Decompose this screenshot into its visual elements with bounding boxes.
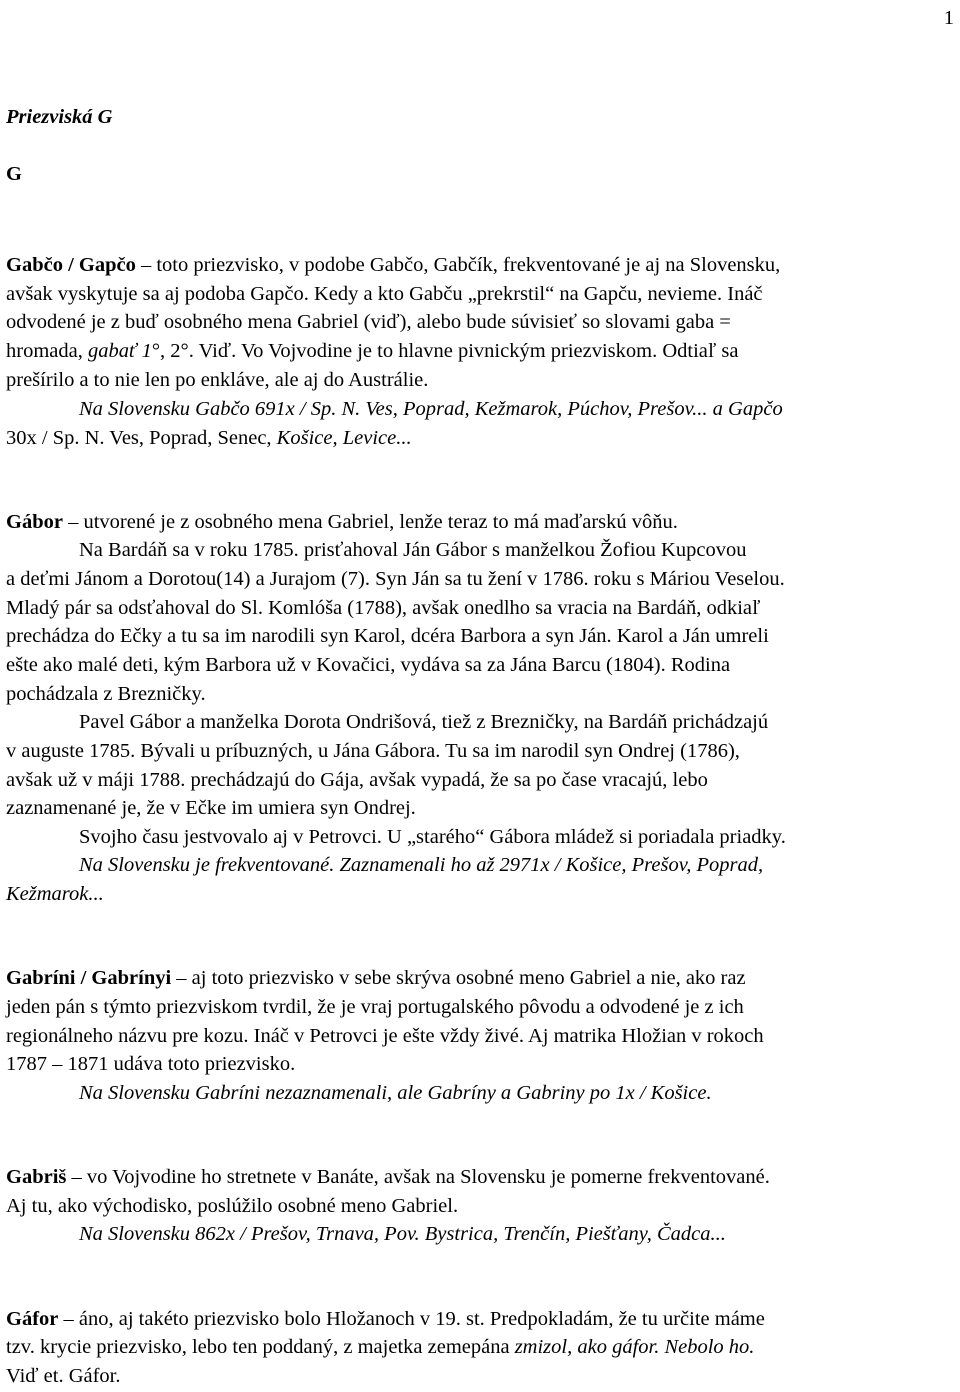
entry-line — [79, 1220, 726, 1249]
body-text: avšak už v máji 1788. prechádzajú do Gája, avšak vypadá, že sa po čase vracajú, lebo — [6, 769, 708, 791]
italic-text: Na Slovensku Gabríni nezaznamenali, ale Gabríny a Gabriny po 1x / Košice. — [79, 1082, 712, 1104]
body-text: 30x / Sp. N. Ves, Poprad, Senec, — [6, 427, 277, 449]
body-text: pochádzala z Brezničky. — [6, 683, 206, 705]
body-text: – aj toto priezvisko v sebe skrýva osobné meno Gabriel a nie, ako raz — [171, 967, 746, 989]
surname-heading: Gáfor — [6, 1308, 59, 1330]
body-text: – utvorené je z osobného mena Gabriel, lenže teraz to má maďarskú vôňu. — [62, 511, 678, 533]
entry-line — [6, 251, 780, 280]
entry-line — [6, 651, 730, 680]
entry-line — [6, 337, 738, 366]
entry-line — [6, 993, 744, 1022]
body-text: prechádza do Ečky a tu sa im narodili syn Karol, dcéra Barbora a syn Ján. Karol a Ján umreli — [6, 625, 769, 647]
italic-text: Na Slovensku 862x / Prešov, Trnava, Pov. Bystrica, Trenčín, Piešťany, Čadca... — [79, 1223, 726, 1245]
entry-line — [79, 1079, 712, 1108]
body-text: 1787 – 1871 udáva toto priezvisko. — [6, 1053, 296, 1075]
entry-line — [6, 794, 416, 823]
body-text: zaznamenané je, že v Ečke im umiera syn Ondrej. — [6, 797, 416, 819]
entry-line — [6, 366, 428, 395]
entry-line — [6, 737, 740, 766]
entry-line — [6, 1022, 764, 1051]
entry-line — [6, 880, 104, 909]
body-text: ešte ako malé deti, kým Barbora už v Kovačici, vydáva sa za Jána Barcu (1804). Rodina — [6, 654, 731, 676]
body-text: Na Bardáň sa v roku 1785. prisťahoval Ján Gábor s manželkou Žofiou Kupcovou — [79, 539, 747, 561]
body-text: °, 2°. Viď. Vo Vojvodine je to hlavne pivnickým priezviskom. Odtiaľ sa — [151, 340, 739, 362]
body-text: regionálneho názvu pre kozu. Ináč v Petrovci je ešte vždy živé. Aj matrika Hložian v rokoch — [6, 1025, 764, 1047]
entry-line — [6, 1050, 295, 1079]
italic-text: Na Slovensku je frekventované. Zaznamenali ho až 2971x / Košice, Prešov, Poprad, — [79, 854, 764, 876]
entry-line — [6, 1192, 458, 1221]
body-text: Pavel Gábor a manželka Dorota Ondrišová, tiež z Brezničky, na Bardáň prichádzajú — [79, 711, 769, 733]
entry-line — [6, 680, 206, 709]
italic-text: Kežmarok... — [6, 883, 104, 905]
italic-text: zmizol, ako gáfor. Nebolo ho. — [514, 1336, 755, 1358]
body-text: avšak vyskytuje sa aj podoba Gapčo. Kedy a kto Gabču „prekrstil“ na Gapču, nevieme. Ináč — [6, 283, 763, 305]
surname-heading: Gabriš — [6, 1166, 67, 1188]
surname-heading: Gábor — [6, 511, 63, 533]
page-number: 1 — [943, 7, 954, 29]
body-text: odvodené je z buď osobného mena Gabriel (viď), alebo bude súvisieť so slovami gaba = — [6, 311, 731, 333]
entry-line — [6, 1163, 770, 1192]
surname-heading: Gabčo / Gapčo — [6, 254, 136, 276]
body-text: v auguste 1785. Bývali u príbuzných, u Jána Gábora. Tu sa im narodil syn Ondrej (1786), — [6, 740, 740, 762]
entry-line — [6, 565, 785, 594]
body-text: – vo Vojvodine ho stretnete v Banáte, avšak na Slovensku je pomerne frekventované. — [66, 1166, 770, 1188]
entry-line — [6, 964, 746, 993]
italic-text: gabať 1 — [87, 340, 152, 362]
entry-line — [6, 1333, 754, 1362]
entry-line — [6, 508, 678, 537]
body-text: hromada, — [6, 340, 88, 362]
entry-line — [6, 594, 760, 623]
body-text: a deťmi Jánom a Dorotou(14) a Jurajom (7). Syn Ján sa tu žení v 1786. roku s Máriou Veselou. — [6, 568, 785, 590]
body-text: Viď et. Gáfor. — [6, 1365, 121, 1387]
entry-line — [6, 424, 412, 453]
body-text: Aj tu, ako východisko, poslúžilo osobné meno Gabriel. — [6, 1195, 459, 1217]
entry-line — [6, 308, 731, 337]
italic-text: Na Slovensku Gabčo 691x / Sp. N. Ves, Poprad, Kežmarok, Púchov, Prešov... a Gapčo — [79, 398, 783, 420]
body-text: Svojho času jestvovalo aj v Petrovci. U „starého“ Gábora mládež si poriadala priadky. — [79, 826, 786, 848]
entry-line — [6, 280, 763, 309]
entry-line — [6, 1362, 121, 1391]
body-text: Mladý pár sa odsťahoval do Sl. Komlóša (1788), avšak onedlho sa vracia na Bardáň, odkiaľ — [6, 597, 761, 619]
section-letter: G — [6, 163, 22, 185]
body-text: jeden pán s týmto priezviskom tvrdil, že je vraj portugalského pôvodu a odvodené je z ich — [6, 996, 744, 1018]
italic-text: Košice, Levice... — [276, 427, 412, 449]
entry-line — [79, 708, 768, 737]
surname-heading: Gabríni / Gabrínyi — [6, 967, 172, 989]
body-text: prešírilo a to nie len po enkláve, ale aj do Austrálie. — [6, 369, 429, 391]
entry-line — [6, 622, 769, 651]
body-text: – áno, aj takéto priezvisko bolo Hložanoch v 19. st. Predpokladám, že tu určite máme — [58, 1308, 765, 1330]
body-text: tzv. krycie priezvisko, lebo ten poddaný, z majetka zemepána — [6, 1336, 515, 1358]
entry-line — [6, 1305, 765, 1334]
body-text: – toto priezvisko, v podobe Gabčo, Gabčík, frekventované je aj na Slovensku, — [135, 254, 781, 276]
entry-line — [79, 536, 746, 565]
entry-line — [6, 766, 708, 795]
page-title: Priezviská G — [6, 106, 113, 128]
entry-line — [79, 851, 763, 880]
entry-line — [79, 823, 786, 852]
entry-line — [79, 395, 783, 424]
